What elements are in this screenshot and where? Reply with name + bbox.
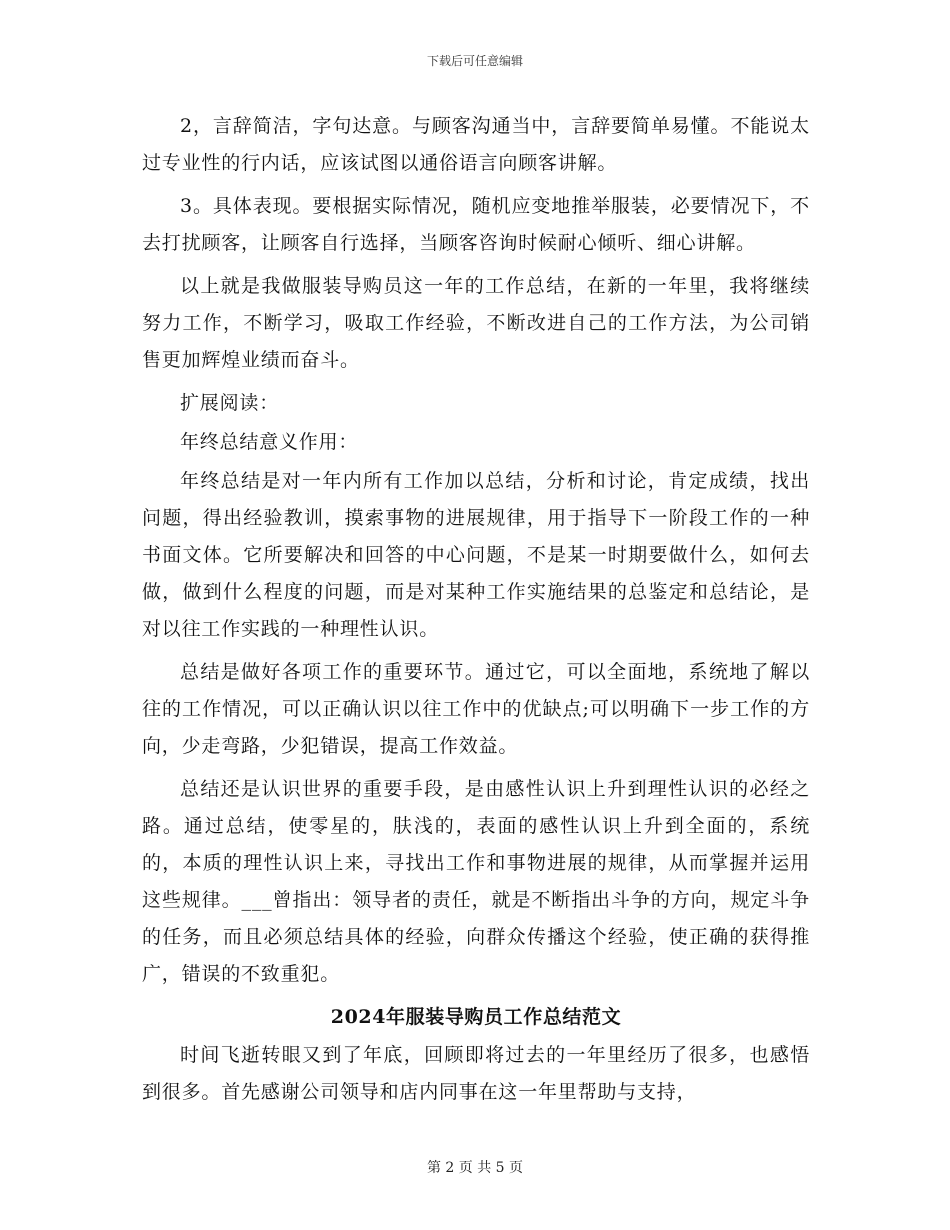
document-body <box>142 108 810 1117</box>
paragraph-3: 以上就是我做服装导购员这一年的工作总结，在新的一年里，我将继续努力工作，不断学习，吸取工作经验，不断改进自己的工作方法，为公司销售更加辉煌业绩而奋斗。 <box>142 275 810 371</box>
paragraph-9: 时间飞逝转眼又到了年底，回顾即将过去的一年里经历了很多，也感悟到很多。首先感谢公司领导和店内同事在这一年里帮助与支持， <box>142 1044 810 1103</box>
paragraph-8: 总结还是认识世界的重要手段，是由感性认识上升到理性认识的必经之路。通过总结，使零星的，肤浅的，表面的感性认识上升到全面的，系统的，本质的理性认识上来，寻找出工作和事物进展的规律，从而掌握并运用这些规律。___曾指出：领导者的责任，就是不断指出斗争的方向，规定斗争的任务，而且必须总结具体的经验，向群众传播这个经验，使正确的获得推广，错误的不致重犯。 <box>142 778 810 985</box>
paragraph-1: 2，言辞简洁，字句达意。与顾客沟通当中，言辞要简单易懂。不能说太过专业性的行内话，应该试图以通俗语言向顾客讲解。 <box>142 115 810 174</box>
page-header: 下载后可任意编辑 <box>426 54 523 68</box>
paragraph-4: 扩展阅读： <box>180 392 280 414</box>
paragraph-5: 年终总结意义作用： <box>180 431 359 453</box>
paragraph-2: 3。具体表现。要根据实际情况，随机应变地推举服装，必要情况下，不去打扰顾客，让顾客自行选择，当顾客咨询时候耐心倾听、细心讲解。 <box>142 195 810 254</box>
paragraph-7: 总结是做好各项工作的重要环节。通过它，可以全面地，系统地了解以往的工作情况，可以正确认识以往工作中的优缺点;可以明确下一步工作的方向，少走弯路，少犯错误，提高工作效益。 <box>142 661 810 757</box>
page-footer: 第 2 页 共 5 页 <box>426 1160 524 1176</box>
section-title: 2024年服装导购员工作总结范文 <box>330 1006 622 1028</box>
paragraph-6: 年终总结是对一年内所有工作加以总结，分析和讨论，肯定成绩，找出问题，得出经验教训，摸索事物的进展规律，用于指导下一阶段工作的一种书面文体。它所要解决和回答的中心问题，不是某一时期要做什么，如何去做，做到什么程度的问题，而是对某种工作实施结果的总鉴定和总结论，是对以往工作实践的一种理性认识。 <box>142 470 810 640</box>
